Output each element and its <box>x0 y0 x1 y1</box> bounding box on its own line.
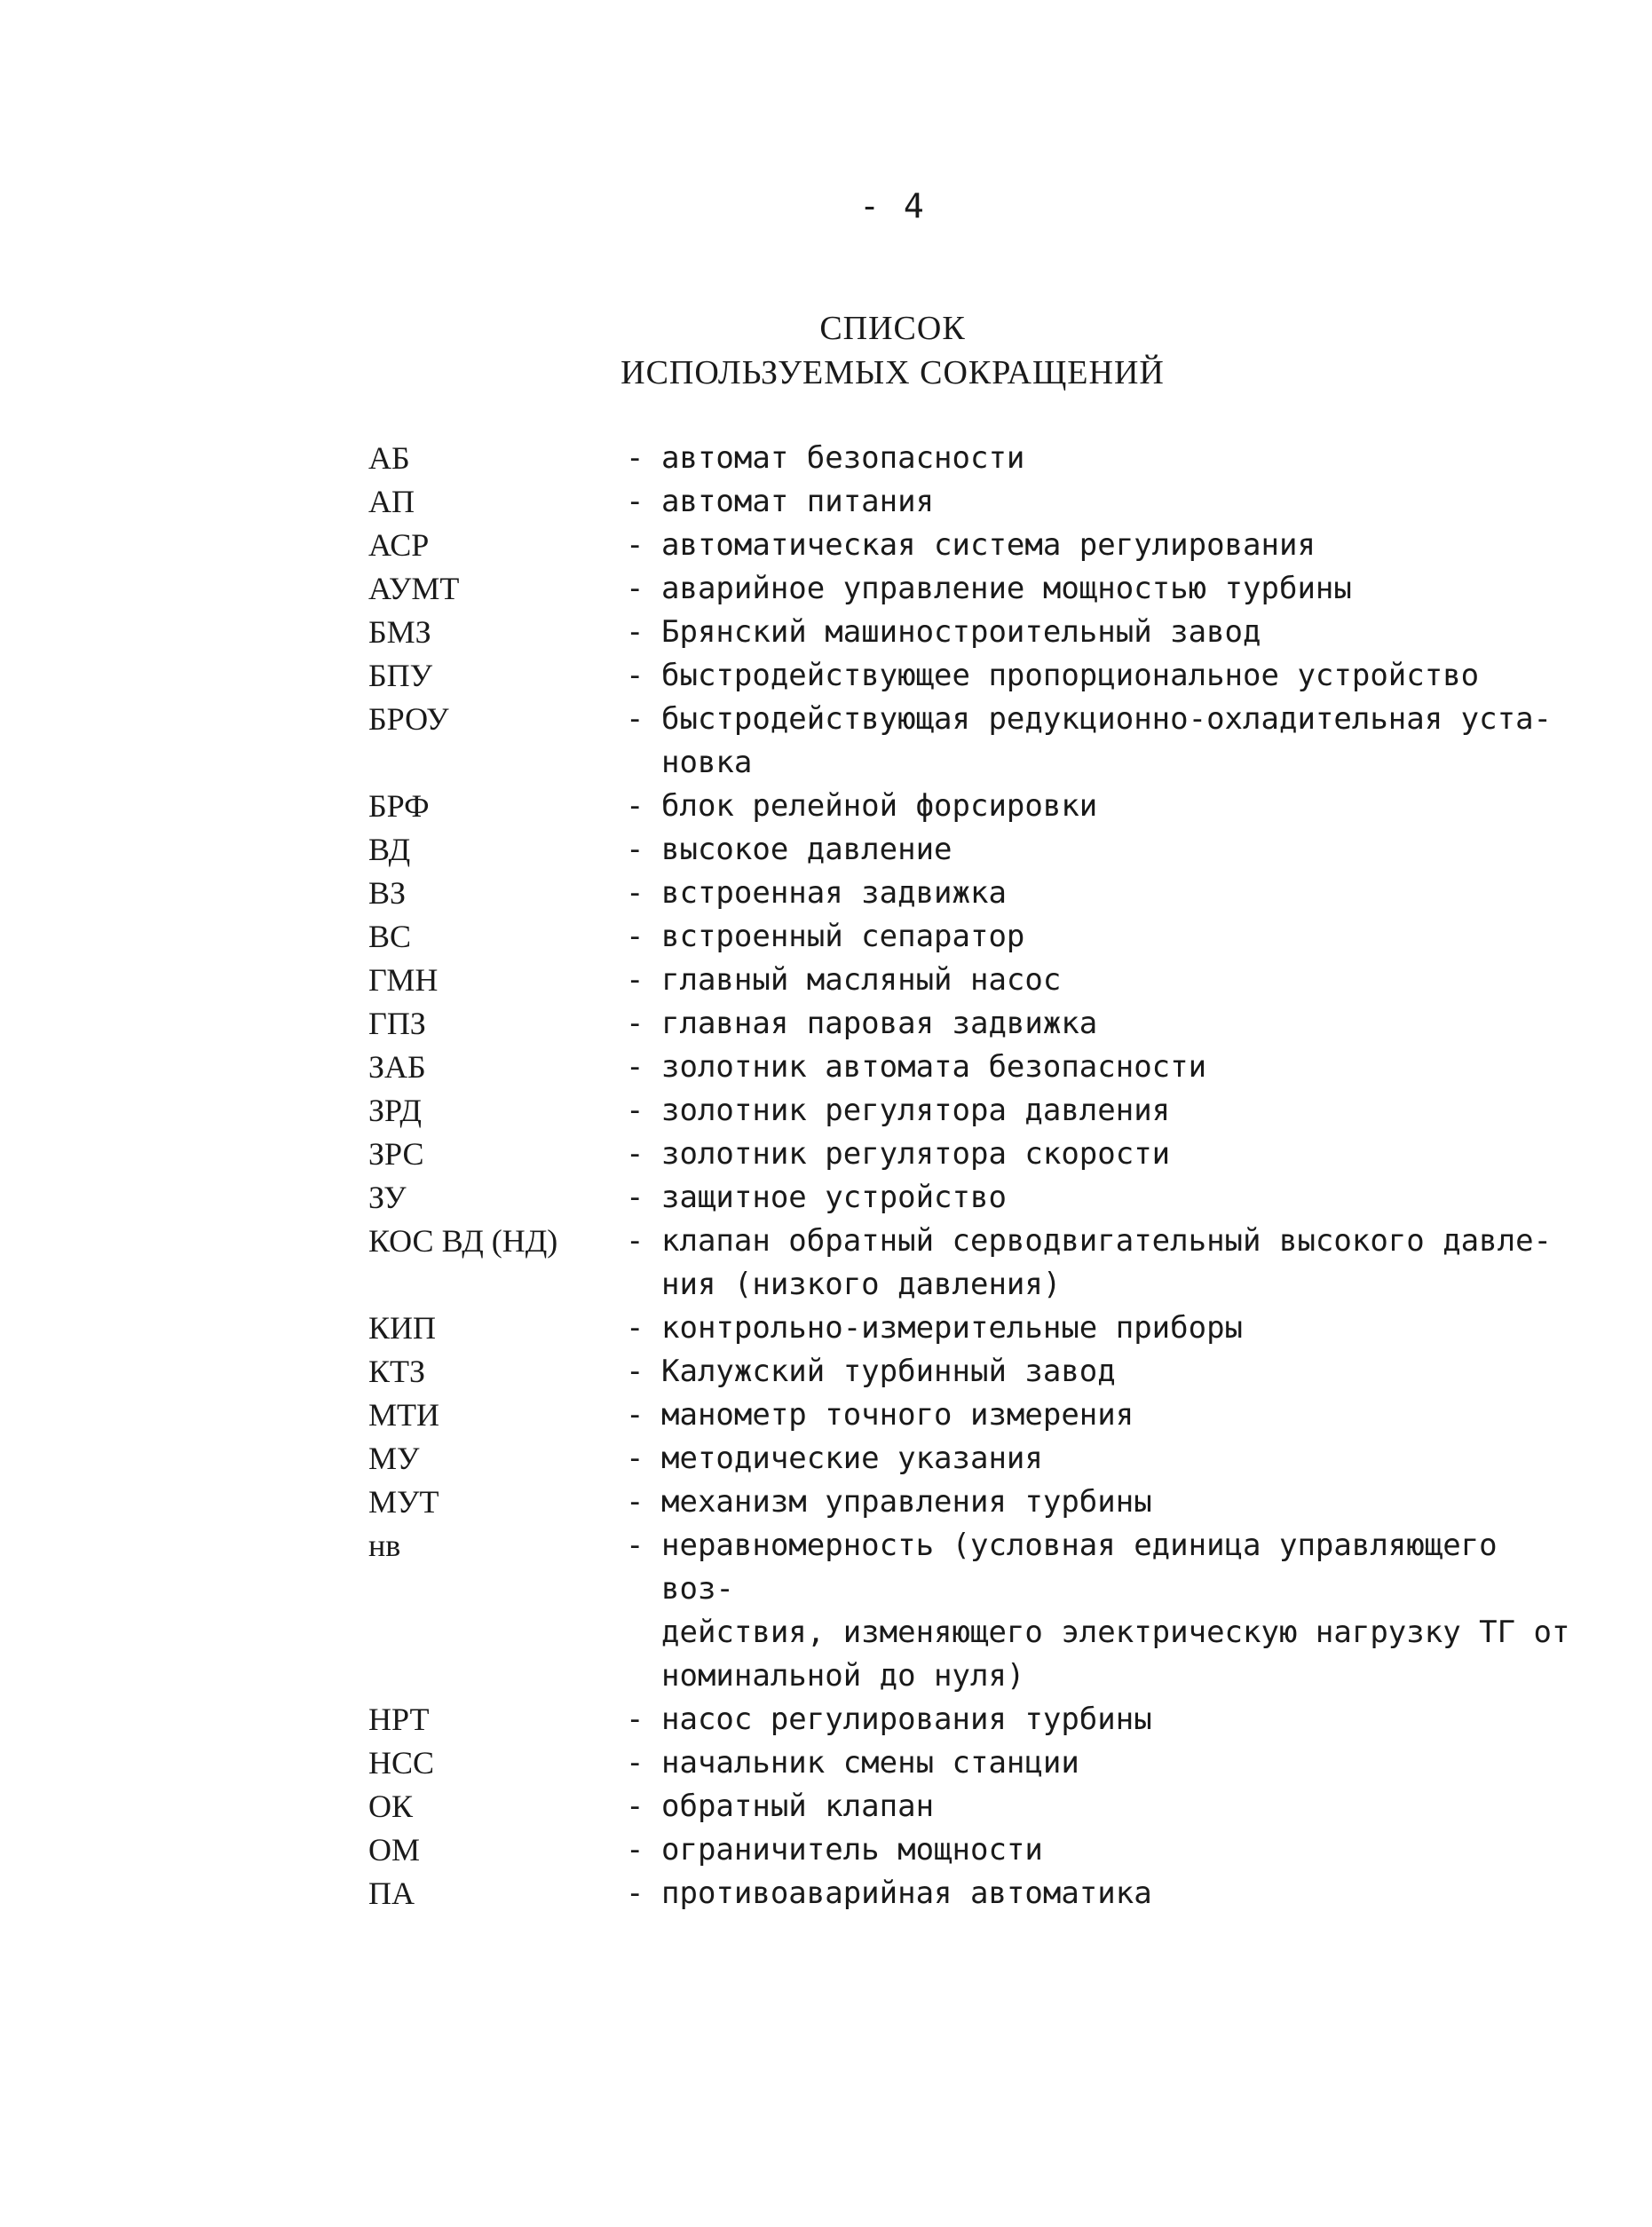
abbreviation-dash: - <box>626 788 644 824</box>
abbreviation-row <box>368 1785 1611 1828</box>
title-line-2: ИСПОЛЬЗУЕМЫХ СОКРАЩЕНИЙ <box>620 354 1165 391</box>
abbreviation-definition: автомат питания <box>661 484 935 519</box>
abbreviation-definition: встроенная задвижка <box>661 875 1007 911</box>
abbreviation-term: ЗАБ <box>368 1049 426 1085</box>
abbreviation-term: ОМ <box>368 1832 421 1868</box>
abbreviation-dash: - <box>626 1528 644 1563</box>
abbreviation-dash: - <box>626 1136 644 1172</box>
abbreviation-definition: контрольно-измерительные приборы <box>661 1310 1244 1346</box>
abbreviation-term: НРТ <box>368 1702 430 1737</box>
abbreviation-row <box>368 872 1611 915</box>
abbreviation-row <box>368 828 1611 872</box>
abbreviation-row <box>368 698 1611 785</box>
abbreviation-term: КОС ВД (НД) <box>368 1223 558 1259</box>
abbreviation-row <box>368 567 1611 611</box>
abbreviation-term: БМЗ <box>368 614 431 650</box>
abbreviation-term: БРФ <box>368 788 430 824</box>
abbreviation-dash: - <box>626 1832 644 1868</box>
abbreviation-term: ГМН <box>368 962 439 998</box>
abbreviation-row <box>368 1872 1611 1915</box>
abbreviation-term: ПА <box>368 1876 415 1911</box>
abbreviation-dash: - <box>626 701 644 737</box>
abbreviation-term: КТЗ <box>368 1354 426 1389</box>
abbreviation-dash: - <box>626 1745 644 1781</box>
abbreviation-term: ВС <box>368 919 412 954</box>
abbreviation-row <box>368 1698 1611 1741</box>
abbreviation-row <box>368 654 1611 698</box>
abbreviation-row <box>368 480 1611 524</box>
abbreviation-term: АУМТ <box>368 571 460 606</box>
abbreviation-definition: встроенный сепаратор <box>661 919 1025 954</box>
abbreviation-dash: - <box>626 1876 644 1911</box>
abbreviation-definition: механизм управления турбины <box>661 1484 1152 1520</box>
abbreviation-term: АСР <box>368 527 430 563</box>
abbreviation-dash: - <box>626 1354 644 1389</box>
abbreviation-term: МУ <box>368 1441 420 1476</box>
abbreviation-row <box>368 1741 1611 1785</box>
abbreviation-term: НСС <box>368 1745 435 1781</box>
abbreviation-definition: насос регулирования турбины <box>661 1702 1152 1737</box>
abbreviation-definition: главный масляный насос <box>661 962 1062 998</box>
abbreviation-definition: защитное устройство <box>661 1180 1007 1215</box>
abbreviation-definition: противоаварийная автоматика <box>661 1876 1152 1911</box>
abbreviation-dash: - <box>626 1441 644 1476</box>
abbreviation-definition: ограничитель мощности <box>661 1832 1043 1868</box>
abbreviation-term: БПУ <box>368 658 433 693</box>
abbreviation-definition: Калужский турбинный завод <box>661 1354 1116 1389</box>
abbreviation-row <box>368 1828 1611 1872</box>
abbreviation-definition: высокое давление <box>661 832 952 867</box>
abbreviation-dash: - <box>626 1310 644 1346</box>
abbreviation-term: БРОУ <box>368 701 449 737</box>
abbreviation-row <box>368 959 1611 1002</box>
abbreviation-definition: быстродействующее пропорциональное устройство <box>661 658 1480 693</box>
abbreviation-definition: быстродействующая редукционно-охладительная уста- новка <box>661 701 1553 780</box>
abbreviation-term: МУТ <box>368 1484 439 1520</box>
abbreviation-term: ЗУ <box>368 1180 407 1215</box>
abbreviation-term: ВД <box>368 832 411 867</box>
abbreviation-dash: - <box>626 484 644 519</box>
abbreviation-row <box>368 437 1611 480</box>
abbreviation-term: ГПЗ <box>368 1006 426 1041</box>
title-line-1: СПИСОК <box>819 310 966 347</box>
abbreviation-row <box>368 1176 1611 1220</box>
abbreviation-definition: золотник автомата безопасности <box>661 1049 1207 1085</box>
abbreviation-term: АП <box>368 484 415 519</box>
abbreviation-dash: - <box>626 1397 644 1433</box>
abbreviation-definition: неравномерность (условная единица управляющего воз- действия, изменяющего электрическую нагрузку ТГ от номинальной до нуля) <box>661 1528 1570 1694</box>
abbreviation-row <box>368 785 1611 828</box>
abbreviation-definition: обратный клапан <box>661 1789 935 1824</box>
abbreviation-row <box>368 1437 1611 1481</box>
abbreviation-dash: - <box>626 875 644 911</box>
abbreviation-term: ЗРД <box>368 1093 422 1128</box>
document-title <box>0 306 1652 395</box>
abbreviation-dash: - <box>626 1049 644 1085</box>
abbreviation-dash: - <box>626 1180 644 1215</box>
abbreviation-row <box>368 1350 1611 1394</box>
abbreviation-row <box>368 1046 1611 1089</box>
abbreviation-dash: - <box>626 1006 644 1041</box>
abbreviation-term: АБ <box>368 440 410 476</box>
abbreviation-definition: аварийное управление мощностью турбины <box>661 571 1352 606</box>
abbreviation-row <box>368 1307 1611 1350</box>
abbreviation-dash: - <box>626 614 644 650</box>
abbreviation-row <box>368 611 1611 654</box>
abbreviation-term: МТИ <box>368 1397 439 1433</box>
abbreviation-definition: автомат безопасности <box>661 440 1025 476</box>
abbreviation-definition: манометр точного измерения <box>661 1397 1134 1433</box>
abbreviation-dash: - <box>626 1484 644 1520</box>
abbreviation-term: ЗРС <box>368 1136 424 1172</box>
abbreviation-term: нв <box>368 1528 401 1563</box>
abbreviation-definition: Брянский машиностроительный завод <box>661 614 1261 650</box>
abbreviation-dash: - <box>626 962 644 998</box>
abbreviation-row <box>368 1089 1611 1133</box>
abbreviation-dash: - <box>626 658 644 693</box>
abbreviation-definition: золотник регулятора давления <box>661 1093 1171 1128</box>
abbreviation-row <box>368 1524 1611 1698</box>
abbreviation-dash: - <box>626 571 644 606</box>
abbreviation-dash: - <box>626 1702 644 1737</box>
abbreviation-row <box>368 1481 1611 1524</box>
abbreviation-row <box>368 524 1611 567</box>
abbreviation-dash: - <box>626 919 644 954</box>
abbreviation-row <box>368 1002 1611 1046</box>
page-number: - 4 <box>859 186 926 225</box>
abbreviation-row <box>368 1220 1611 1307</box>
abbreviation-definition: клапан обратный серводвигательный высокого давле- ния (низкого давления) <box>661 1223 1553 1302</box>
abbreviation-list <box>368 437 1611 1915</box>
abbreviation-definition: автоматическая система регулирования <box>661 527 1316 563</box>
abbreviation-dash: - <box>626 832 644 867</box>
abbreviation-term: ОК <box>368 1789 414 1824</box>
abbreviation-definition: главная паровая задвижка <box>661 1006 1098 1041</box>
abbreviation-dash: - <box>626 1093 644 1128</box>
abbreviation-definition: начальник смены станции <box>661 1745 1079 1781</box>
abbreviation-row <box>368 915 1611 959</box>
abbreviation-dash: - <box>626 1223 644 1259</box>
abbreviation-term: КИП <box>368 1310 437 1346</box>
abbreviation-dash: - <box>626 527 644 563</box>
abbreviation-row <box>368 1394 1611 1437</box>
abbreviation-dash: - <box>626 440 644 476</box>
abbreviation-definition: золотник регулятора скорости <box>661 1136 1171 1172</box>
abbreviation-definition: блок релейной форсировки <box>661 788 1098 824</box>
abbreviation-definition: методические указания <box>661 1441 1043 1476</box>
abbreviation-row <box>368 1133 1611 1176</box>
abbreviation-term: ВЗ <box>368 875 407 911</box>
abbreviation-dash: - <box>626 1789 644 1824</box>
